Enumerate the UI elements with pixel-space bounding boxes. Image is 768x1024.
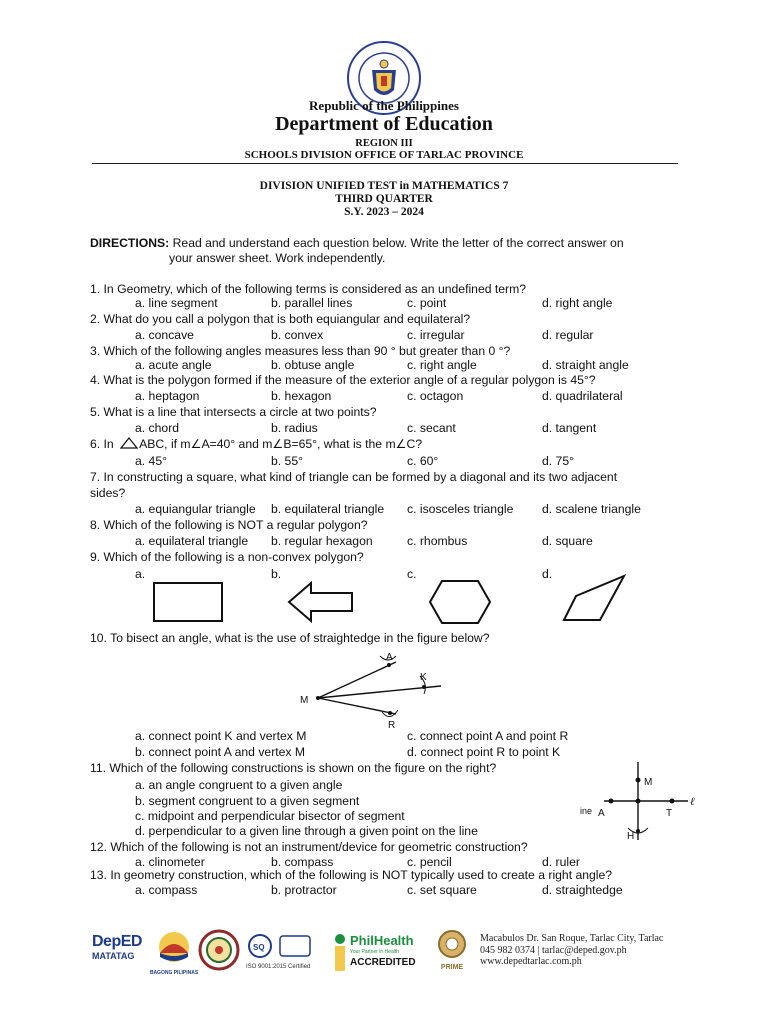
q9-option-a: a. — [135, 567, 146, 581]
question-8: 8. Which of the following is NOT a regular polygon? — [90, 518, 368, 532]
iso-certification-icon — [246, 933, 316, 959]
q7-option-a: a. equiangular triangle — [135, 502, 256, 516]
q10-option-c: c. connect point A and point R — [407, 729, 569, 743]
label-line: ine — [580, 806, 593, 816]
q6-text: ABC, if m∠A=40° and m∠B=65°, what is the m∠C? — [139, 437, 423, 451]
directions — [90, 236, 624, 250]
q13-option-c: c. set square — [407, 883, 477, 897]
directions-label: DIRECTIONS: — [90, 236, 170, 250]
matatag-wordmark: MATATAG — [92, 951, 135, 961]
q9-option-c: c. — [407, 567, 417, 581]
philhealth-wordmark: PhilHealth — [350, 933, 414, 948]
bagong-pilipinas-logo — [146, 929, 202, 976]
q10-angle-bisector-figure — [296, 646, 456, 730]
iso-text: ISO 9001:2015 Certified — [246, 964, 311, 970]
q1-option-d: d. right angle — [542, 296, 613, 310]
q7-option-c: c. isosceles triangle — [407, 502, 514, 516]
question-1: 1. In Geometry, which of the following terms is considered as an undefined term? — [90, 282, 527, 296]
question-3: 3. Which of the following angles measures less than 90 ° but greater than 0 °? — [90, 344, 511, 358]
label-m: M — [644, 777, 653, 788]
triangle-icon — [120, 437, 138, 449]
deped-wordmark: DepED — [92, 933, 142, 950]
question-4: 4. What is the polygon formed if the measure of the exterior angle of a regular polygon is 45°? — [90, 373, 596, 387]
label-h: H — [627, 831, 635, 842]
q9-shape-c-hexagon — [426, 578, 494, 626]
q12-option-b: b. compass — [271, 855, 334, 869]
q11-option-c: c. midpoint and perpendicular bisector of segment — [135, 809, 405, 823]
accredited-label: ACCREDITED — [350, 957, 416, 968]
q2-option-b: b. convex — [271, 328, 324, 342]
philhealth-icon — [332, 933, 348, 973]
q6-option-c: c. 60° — [407, 454, 439, 468]
q10-option-a: a. connect point K and vertex M — [135, 729, 307, 743]
test-quarter: THIRD QUARTER — [335, 193, 433, 205]
q11-option-d: d. perpendicular to a given line through a given point on the line — [135, 824, 478, 838]
q1-option-a: a. line segment — [135, 296, 218, 310]
q6-option-a: a. 45° — [135, 454, 167, 468]
q5-option-d: d. tangent — [542, 421, 597, 435]
bagong-pilipinas-text: BAGONG PILIPINAS — [149, 970, 199, 976]
prime-emblem-icon — [437, 929, 467, 959]
q3-option-b: b. obtuse angle — [271, 358, 355, 372]
svg-text:SQ: SQ — [253, 943, 265, 952]
q6-option-d: d. 75° — [542, 454, 574, 468]
directions-line2: your answer sheet. Work independently. — [169, 251, 386, 265]
prime-logo — [432, 929, 472, 971]
question-12: 12. Which of the following is not an instrument/device for geometric construction? — [90, 840, 528, 854]
website-text: www.depedtarlac.com.ph — [480, 956, 582, 967]
q5-option-b: b. radius — [271, 421, 318, 435]
q1-option-b: b. parallel lines — [271, 296, 353, 310]
q6-prefix: 6. In — [90, 437, 114, 451]
q12-option-d: d. ruler — [542, 855, 580, 869]
q8-option-a: a. equilateral triangle — [135, 534, 249, 548]
q2-option-a: a. concave — [135, 328, 194, 342]
q11-option-b: b. segment congruent to a given segment — [135, 794, 360, 808]
q6-option-b: b. 55° — [271, 454, 303, 468]
q8-option-b: b. regular hexagon — [271, 534, 373, 548]
question-11: 11. Which of the following constructions is shown on the figure on the right? — [90, 761, 497, 775]
q12-option-a: a. clinometer — [135, 855, 205, 869]
republic-line: Republic of the Philippines — [309, 98, 459, 113]
contact-info — [480, 933, 663, 968]
q4-option-c: c. octagon — [407, 389, 464, 403]
q2-option-c: c. irregular — [407, 328, 465, 342]
q9-shape-d-trapezoid — [560, 572, 630, 624]
q11-option-a: a. an angle congruent to a given angle — [135, 778, 343, 792]
label-k: K — [420, 672, 427, 683]
test-year: S.Y. 2023 – 2024 — [344, 206, 424, 218]
q13-option-a: a. compass — [135, 883, 198, 897]
philhealth-tagline: Your Partner in Health — [350, 949, 400, 955]
q11-perpendicular-figure — [578, 758, 702, 844]
label-a: A — [386, 652, 393, 663]
q4-option-a: a. heptagon — [135, 389, 200, 403]
q7-option-d: d. scalene triangle — [542, 502, 641, 516]
question-7-cont: sides? — [90, 486, 126, 500]
iso-logos — [246, 933, 326, 970]
q3-option-d: d. straight angle — [542, 358, 629, 372]
q8-option-c: c. rhombus — [407, 534, 468, 548]
q10-option-d: d. connect point R to point K — [407, 745, 561, 759]
department-title: Department of Education — [275, 113, 493, 135]
q5-option-a: a. chord — [135, 421, 180, 435]
q4-option-b: b. hexagon — [271, 389, 332, 403]
question-10: 10. To bisect an angle, what is the use of straightedge in the figure below? — [90, 631, 490, 645]
q4-option-d: d. quadrilateral — [542, 389, 623, 403]
label-a: A — [598, 808, 605, 819]
q1-option-c: c. point — [407, 296, 447, 310]
question-5: 5. What is a line that intersects a circle at two points? — [90, 405, 377, 419]
question-9: 9. Which of the following is a non-convex polygon? — [90, 550, 364, 564]
q10-option-b: b. connect point A and vertex M — [135, 745, 306, 759]
question-2: 2. What do you call a polygon that is both equiangular and equilateral? — [90, 312, 471, 326]
directions-line1: Read and understand each question below. Write the letter of the correct answer on — [172, 236, 624, 250]
test-title: DIVISION UNIFIED TEST in MATHEMATICS 7 — [259, 180, 509, 192]
deped-logo — [92, 933, 148, 961]
q13-option-b: b. protractor — [271, 883, 337, 897]
q3-option-a: a. acute angle — [135, 358, 212, 372]
q8-option-d: d. square — [542, 534, 593, 548]
q9-shape-b-arrow — [286, 580, 356, 624]
q3-option-c: c. right angle — [407, 358, 477, 372]
division-line: SCHOOLS DIVISION OFFICE OF TARLAC PROVINCE — [244, 149, 524, 161]
q7-option-b: b. equilateral triangle — [271, 502, 385, 516]
header-divider — [92, 163, 678, 164]
question-7: 7. In constructing a square, what kind of triangle can be formed by a diagonal and its two adjacent — [90, 470, 618, 484]
question-13: 13. In geometry construction, which of the following is NOT typically used to create a right angle? — [90, 868, 613, 882]
q5-option-c: c. secant — [407, 421, 456, 435]
label-ell: ℓ — [690, 796, 695, 808]
region-line: REGION III — [355, 138, 413, 149]
phone-email-text: 045 982 0374 | tarlac@deped.gov.ph — [480, 944, 627, 956]
q9-option-b: b. — [271, 567, 282, 581]
q12-option-c: c. pencil — [407, 855, 452, 869]
label-m: M — [300, 695, 309, 706]
q13-option-d: d. straightedge — [542, 883, 623, 897]
question-6 — [90, 437, 422, 451]
address-text: Macabulos Dr. San Roque, Tarlac City, Tarlac — [480, 933, 664, 944]
prime-text: PRIME — [440, 964, 464, 971]
label-t: T — [666, 808, 673, 819]
sdo-tarlac-seal-icon — [198, 929, 240, 971]
q9-shape-a-rectangle — [150, 580, 226, 624]
label-r: R — [388, 720, 396, 730]
footer — [84, 925, 694, 985]
q2-option-d: d. regular — [542, 328, 594, 342]
q9-option-d: d. — [542, 567, 553, 581]
bagong-pilipinas-icon — [154, 929, 194, 965]
